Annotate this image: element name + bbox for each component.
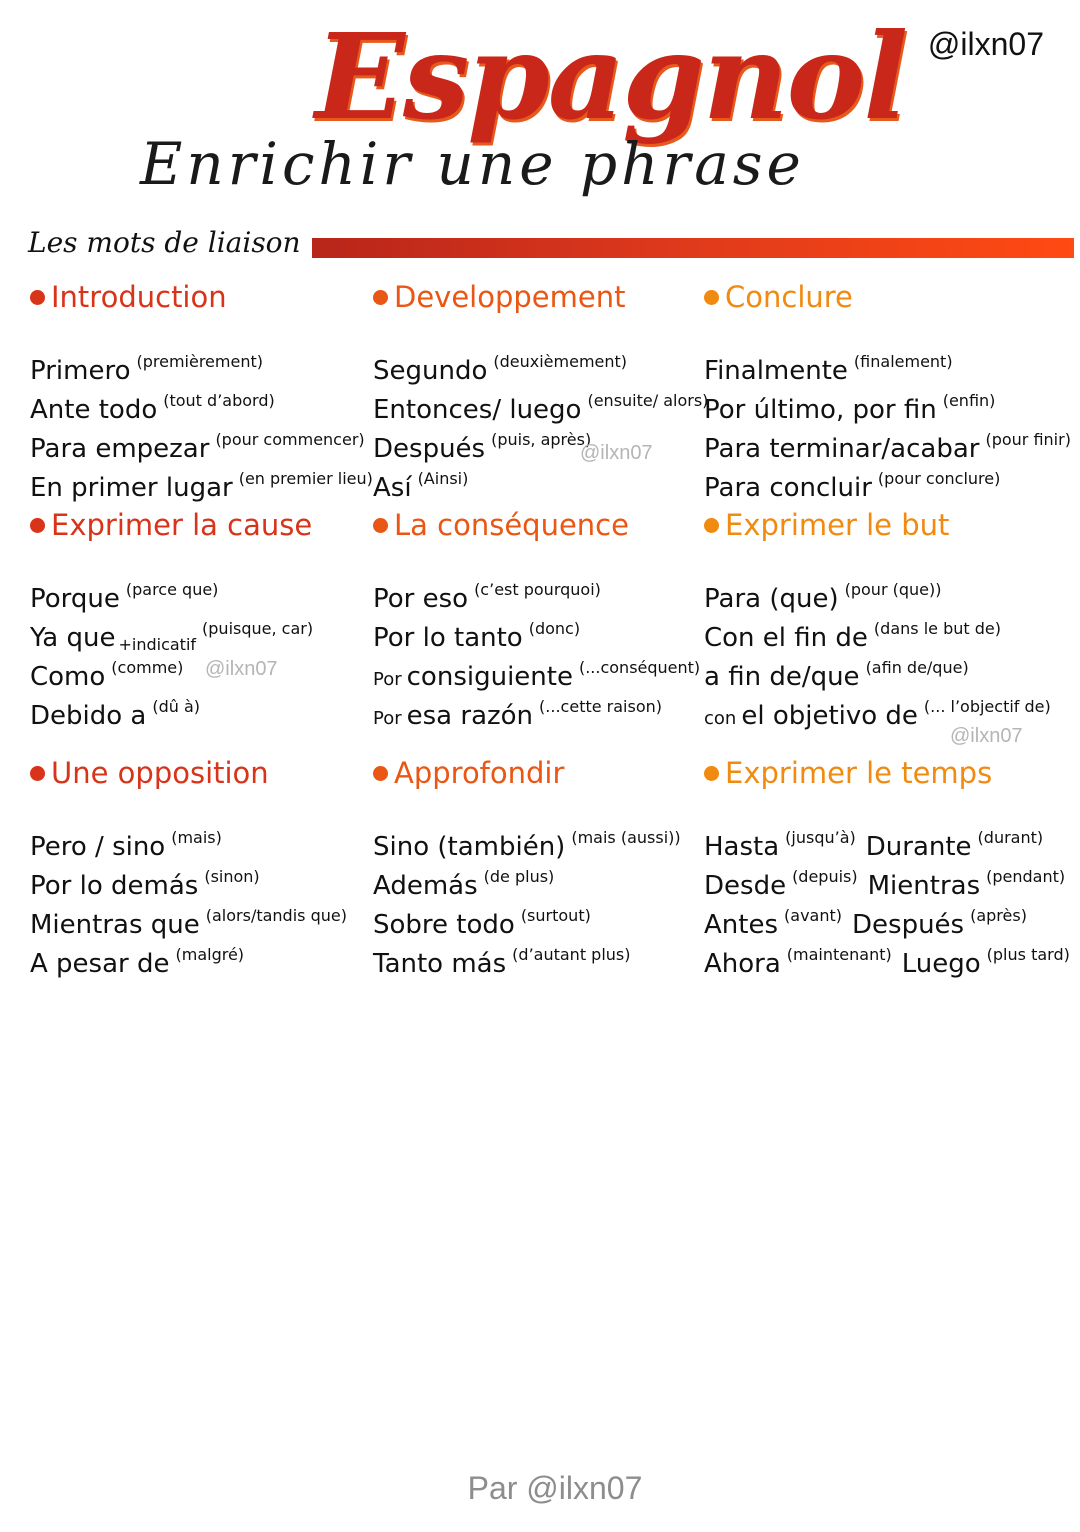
bullet-icon <box>704 290 719 305</box>
phrase-list <box>373 818 713 979</box>
spanish-phrase: Porque <box>30 584 120 614</box>
phrase-list <box>30 570 370 731</box>
phrase-item <box>30 459 373 503</box>
spanish-phrase: Primero <box>30 356 131 386</box>
phrase-item <box>30 342 370 386</box>
phrase-item <box>30 818 370 862</box>
spanish-phrase: Para concluir <box>704 473 872 503</box>
french-translation: (jusqu’à) <box>785 828 856 847</box>
section-heading <box>704 280 1044 314</box>
spanish-phrase: el objetivo de <box>741 701 918 731</box>
section-block <box>30 756 370 979</box>
phrase-pair <box>373 935 631 984</box>
phrase-item <box>30 687 370 731</box>
section-heading-text: Exprimer la cause <box>51 508 313 542</box>
french-translation: (sinon) <box>204 867 260 886</box>
bullet-icon <box>30 290 45 305</box>
spanish-phrase: consiguiente <box>406 662 573 692</box>
french-translation: (...conséquent) <box>578 658 701 677</box>
phrase-item <box>704 896 1044 940</box>
phrase-item <box>30 857 370 901</box>
bullet-icon <box>30 766 45 781</box>
spanish-phrase: Segundo <box>373 356 488 386</box>
phrase-item <box>704 420 1071 464</box>
spanish-phrase: Ahora <box>704 949 781 979</box>
spanish-phrase: Tanto más <box>373 949 507 979</box>
watermark: @ilxn07 <box>205 658 278 680</box>
section-block <box>30 280 373 503</box>
section-heading-text: Introduction <box>51 280 227 314</box>
phrase-item <box>704 609 1044 653</box>
french-translation: (dû à) <box>152 697 201 716</box>
french-translation: (de plus) <box>483 867 555 886</box>
section-block <box>704 280 1071 503</box>
section-heading-text: Approfondir <box>394 756 565 790</box>
phrase-item <box>704 935 1070 979</box>
section-heading <box>373 756 713 790</box>
phrase-pair <box>902 935 1070 984</box>
bullet-icon <box>373 766 388 781</box>
spanish-phrase: Mientras <box>867 871 981 901</box>
spanish-phrase: Sobre todo <box>373 910 515 940</box>
spanish-phrase: Además <box>373 871 478 901</box>
french-translation: (premièrement) <box>136 352 263 371</box>
section-block <box>373 508 713 731</box>
section-heading <box>704 508 1044 542</box>
spanish-phrase: Con el fin de <box>704 623 868 653</box>
section-heading <box>373 280 713 314</box>
spanish-phrase: Entonces/ luego <box>373 395 582 425</box>
spanish-phrase: Así <box>373 473 412 503</box>
phrase-list <box>704 818 1070 979</box>
french-translation: (en premier lieu) <box>238 469 373 488</box>
section-block <box>704 756 1070 979</box>
phrase-list <box>704 342 1071 503</box>
spanish-phrase: Pero / sino <box>30 832 166 862</box>
section-heading <box>30 756 370 790</box>
spanish-phrase: Para empezar <box>30 434 210 464</box>
spanish-phrase: Sino (también) <box>373 832 566 862</box>
bullet-icon <box>373 518 388 533</box>
spanish-phrase: Después <box>373 434 486 464</box>
french-translation: (c’est pourquoi) <box>474 580 601 599</box>
phrase-pair <box>704 935 892 984</box>
french-translation: (plus tard) <box>986 945 1070 964</box>
bullet-icon <box>373 290 388 305</box>
phrase-item <box>373 381 713 425</box>
phrase-list <box>704 570 1051 731</box>
spanish-phrase: Por eso <box>373 584 469 614</box>
bullet-icon <box>704 766 719 781</box>
spanish-phrase: En primer lugar <box>30 473 233 503</box>
phrase-item <box>373 818 713 862</box>
phrase-item <box>373 648 713 692</box>
watermark: @ilxn07 <box>950 725 1023 747</box>
bullet-icon <box>704 518 719 533</box>
phrase-item <box>704 687 1051 731</box>
phrase-item <box>704 459 1044 503</box>
french-translation: (parce que) <box>125 580 219 599</box>
french-translation: (mais) <box>171 828 222 847</box>
phrase-item <box>373 935 713 979</box>
author-handle: @ilxn07 <box>927 26 1044 62</box>
french-translation: (pour conclure) <box>877 469 1001 488</box>
phrase-prefix: Por <box>373 669 402 690</box>
phrase-item <box>704 857 1066 901</box>
phrase-item <box>704 570 1044 614</box>
phrase-item <box>30 381 370 425</box>
divider-bar <box>312 238 1074 258</box>
french-translation: (malgré) <box>175 945 245 964</box>
spanish-phrase: Como <box>30 662 106 692</box>
spanish-phrase: Luego <box>901 949 981 979</box>
section-label: Les mots de liaison <box>28 226 301 259</box>
phrase-prefix: Por <box>373 708 402 729</box>
section-heading <box>30 280 370 314</box>
french-translation: (Ainsi) <box>417 469 469 488</box>
french-translation: (comme) <box>111 658 184 677</box>
french-translation: (donc) <box>528 619 581 638</box>
section-heading-text: La conséquence <box>394 508 629 542</box>
section-heading-text: Conclure <box>725 280 853 314</box>
french-translation: (d’autant plus) <box>512 945 631 964</box>
section-heading-text: Exprimer le but <box>725 508 950 542</box>
phrase-pair <box>30 687 200 736</box>
section-block <box>704 508 1051 731</box>
french-translation: (maintenant) <box>786 945 892 964</box>
section-heading-text: Exprimer le temps <box>725 756 993 790</box>
phrase-item <box>704 818 1044 862</box>
french-translation: (puisque, car) <box>202 619 314 638</box>
bullet-icon <box>30 518 45 533</box>
phrase-item <box>373 609 713 653</box>
french-translation: (enfin) <box>942 391 996 410</box>
french-translation: (afin de/que) <box>865 658 969 677</box>
spanish-phrase: Por último, por fin <box>704 395 937 425</box>
footer-credit: Par @ilxn07 <box>467 1470 643 1506</box>
phrase-item <box>373 896 713 940</box>
phrase-pair <box>704 459 1000 508</box>
phrase-pair <box>30 935 244 984</box>
spanish-phrase: Durante <box>865 832 972 862</box>
french-translation: (pour finir) <box>985 430 1071 449</box>
french-translation: (dans le but de) <box>873 619 1001 638</box>
phrase-prefix: con <box>704 708 737 729</box>
french-translation: (finalement) <box>853 352 953 371</box>
french-translation: (deuxièmement) <box>493 352 628 371</box>
page-title: Espagnol <box>315 7 907 146</box>
phrase-item <box>704 342 1044 386</box>
french-translation: (pendant) <box>986 867 1066 886</box>
phrase-list <box>30 342 373 503</box>
spanish-phrase: Desde <box>704 871 787 901</box>
spanish-phrase: Finalmente <box>704 356 848 386</box>
phrase-list <box>373 342 713 503</box>
phrase-pair <box>373 687 662 738</box>
french-translation: (ensuite/ alors) <box>587 391 709 410</box>
spanish-phrase: Por lo tanto <box>373 623 523 653</box>
french-translation: (puis, après) <box>491 430 592 449</box>
french-translation: (pour (que)) <box>844 580 942 599</box>
french-translation: (surtout) <box>520 906 591 925</box>
spanish-phrase: Mientras que <box>30 910 200 940</box>
section-block <box>373 280 713 503</box>
section-heading <box>704 756 1044 790</box>
phrase-list <box>30 818 370 979</box>
french-translation: (... l’objectif de) <box>923 697 1051 716</box>
spanish-phrase: Para terminar/acabar <box>704 434 980 464</box>
spanish-phrase: Por lo demás <box>30 871 199 901</box>
watermark: @ilxn07 <box>580 442 653 464</box>
phrase-item <box>30 420 370 464</box>
french-translation: (pour commencer) <box>215 430 365 449</box>
spanish-phrase: Ya que <box>30 623 116 653</box>
section-heading-text: Une opposition <box>51 756 269 790</box>
spanish-phrase: Debido a <box>30 701 147 731</box>
french-translation: (depuis) <box>792 867 858 886</box>
french-translation: (alors/tandis que) <box>205 906 347 925</box>
french-translation: (après) <box>970 906 1027 925</box>
page-subtitle: Enrichir une phrase <box>140 130 805 198</box>
phrase-item <box>30 609 370 654</box>
phrase-item <box>30 896 370 940</box>
phrase-item <box>30 570 370 614</box>
french-translation: (avant) <box>784 906 842 925</box>
spanish-phrase: Ante todo <box>30 395 158 425</box>
section-block <box>373 756 713 979</box>
grammar-note: +indicatif <box>118 635 197 654</box>
spanish-phrase: Para (que) <box>704 584 839 614</box>
section-heading <box>373 508 713 542</box>
french-translation: (...cette raison) <box>539 697 662 716</box>
phrase-item <box>373 570 713 614</box>
spanish-phrase: Después <box>852 910 965 940</box>
phrase-list <box>373 570 713 731</box>
spanish-phrase: A pesar de <box>30 949 170 979</box>
spanish-phrase: Hasta <box>704 832 780 862</box>
spanish-phrase: esa razón <box>406 701 534 731</box>
phrase-pair <box>30 459 373 508</box>
section-block <box>30 508 370 731</box>
french-translation: (mais (aussi)) <box>571 828 681 847</box>
phrase-pair <box>373 459 468 508</box>
phrase-item <box>373 342 713 386</box>
section-heading <box>30 508 370 542</box>
section-heading-text: Developpement <box>394 280 626 314</box>
french-translation: (durant) <box>977 828 1044 847</box>
spanish-phrase: Antes <box>704 910 779 940</box>
spanish-phrase: a fin de/que <box>704 662 860 692</box>
french-translation: (tout d’abord) <box>163 391 275 410</box>
phrase-item <box>704 381 1044 425</box>
